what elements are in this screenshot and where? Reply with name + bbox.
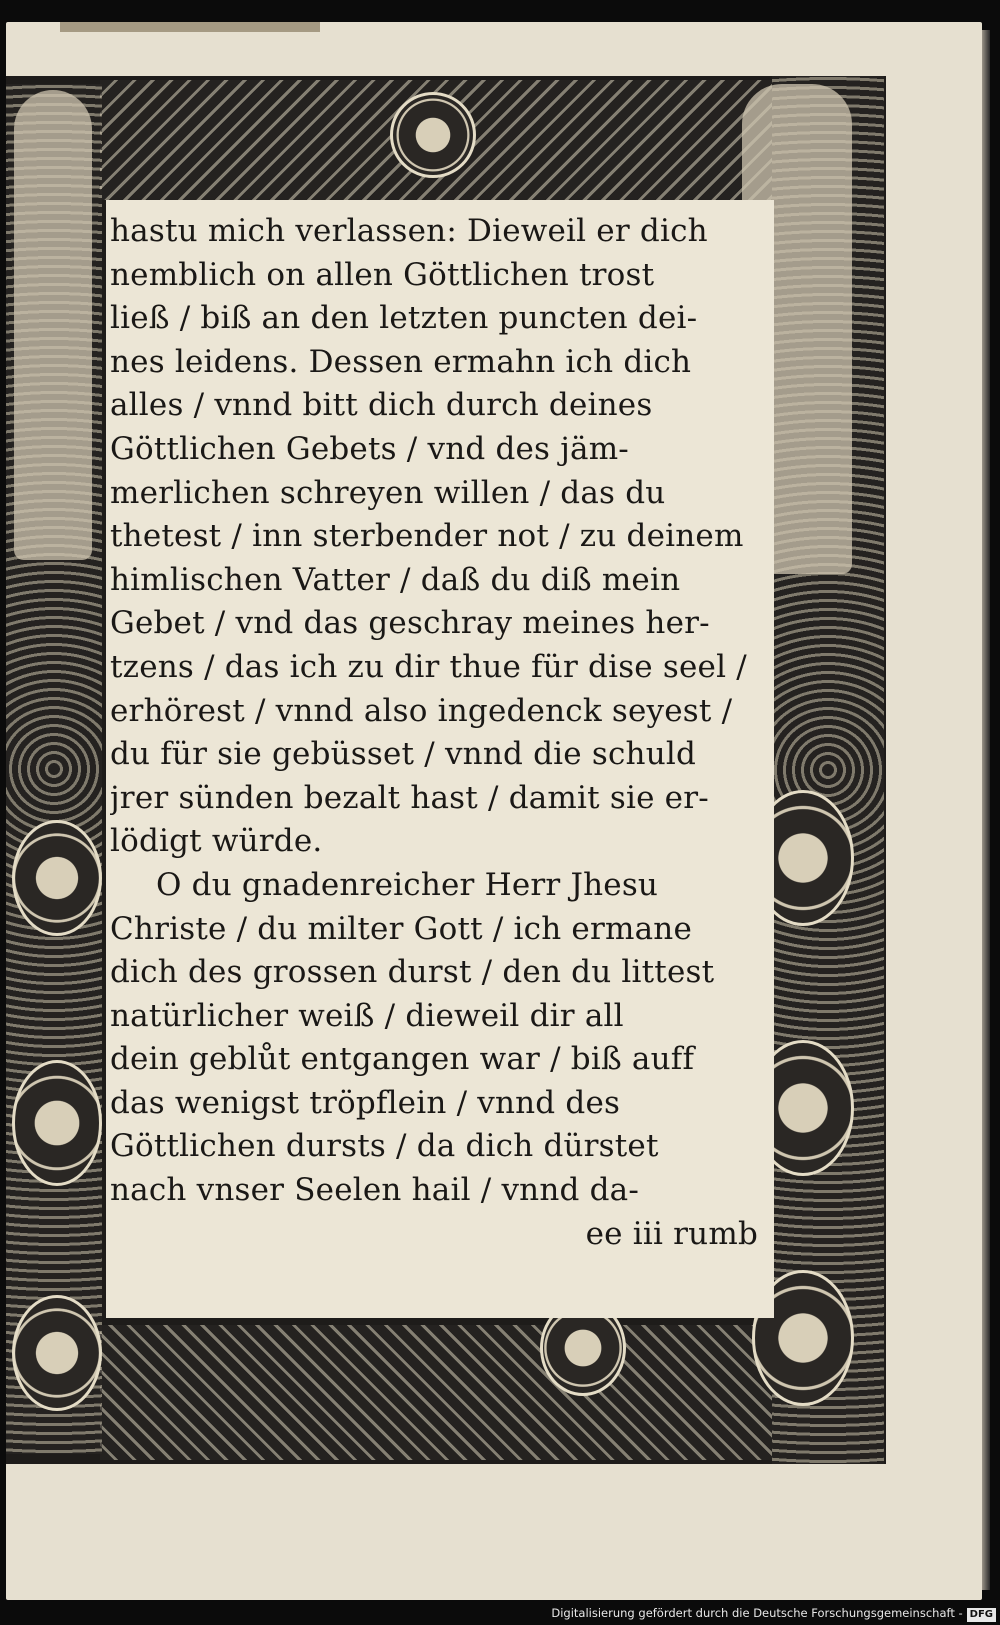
dfg-logo: DFG xyxy=(967,1608,996,1622)
woodcut-roundel xyxy=(12,1295,102,1411)
text-line: natürlicher weiß / dieweil dir all xyxy=(110,997,624,1034)
text-line: nach vnser Seelen hail / vnnd da- xyxy=(110,1172,640,1209)
page-edge xyxy=(982,30,990,1590)
text-line: Göttlichen dursts / da dich dürstet xyxy=(110,1128,659,1165)
woodcut-roundel xyxy=(12,820,102,936)
text-line: nes leidens. Dessen ermahn ich dich xyxy=(110,343,692,380)
woodcut-face-ornament xyxy=(390,92,476,178)
text-line: jrer sünden bezalt hast / damit sie er- xyxy=(110,779,709,816)
text-line: Göttlichen Gebets / vnd des jäm- xyxy=(110,430,629,467)
text-line: O du gnadenreicher Herr Jhesu xyxy=(156,866,659,903)
text-line: tzens / das ich zu dir thue für dise seel / xyxy=(110,648,747,685)
text-line: thetest / inn sterbender not / zu deinem xyxy=(110,518,744,555)
text-line: alles / vnnd bitt dich durch deines xyxy=(110,387,653,424)
text-line: Christe / du milter Gott / ich ermane xyxy=(110,910,692,947)
woodcut-roundel xyxy=(12,1060,102,1186)
text-line: dein geblůt entgangen war / biß auff xyxy=(110,1041,695,1078)
text-line: das wenigst tröpflein / vnnd des xyxy=(110,1084,621,1121)
text-line: du für sie gebüsset / vnnd die schuld xyxy=(110,736,697,773)
text-line: himlischen Vatter / daß du diß mein xyxy=(110,561,681,598)
woodcut-figure-left xyxy=(14,90,92,560)
text-line: erhörest / vnnd also ingedenck seyest / xyxy=(110,692,733,729)
text-line: merlichen schreyen willen / das du xyxy=(110,474,666,511)
woodcut-border-bottom xyxy=(100,1325,772,1460)
text-line: ließ / biß an den letzten puncten dei- xyxy=(110,300,698,337)
text-line: nemblich on allen Göttlichen trost xyxy=(110,256,655,293)
page-stain xyxy=(60,22,320,32)
text-line: dich des grossen durst / den du littest xyxy=(110,954,715,991)
page-text xyxy=(110,210,774,1256)
digitization-footer xyxy=(0,1604,996,1622)
text-line: Gebet / vnd das geschray meines her- xyxy=(110,605,710,642)
text-line: lödigt würde. xyxy=(110,823,323,860)
text-line: hastu mich verlassen: Dieweil er dich xyxy=(110,213,708,249)
catchword-signature: ee iii rumb xyxy=(585,1215,758,1252)
footer-text: Digitalisierung gefördert durch die Deutsche Forschungsgemeinschaft - xyxy=(551,1606,963,1620)
